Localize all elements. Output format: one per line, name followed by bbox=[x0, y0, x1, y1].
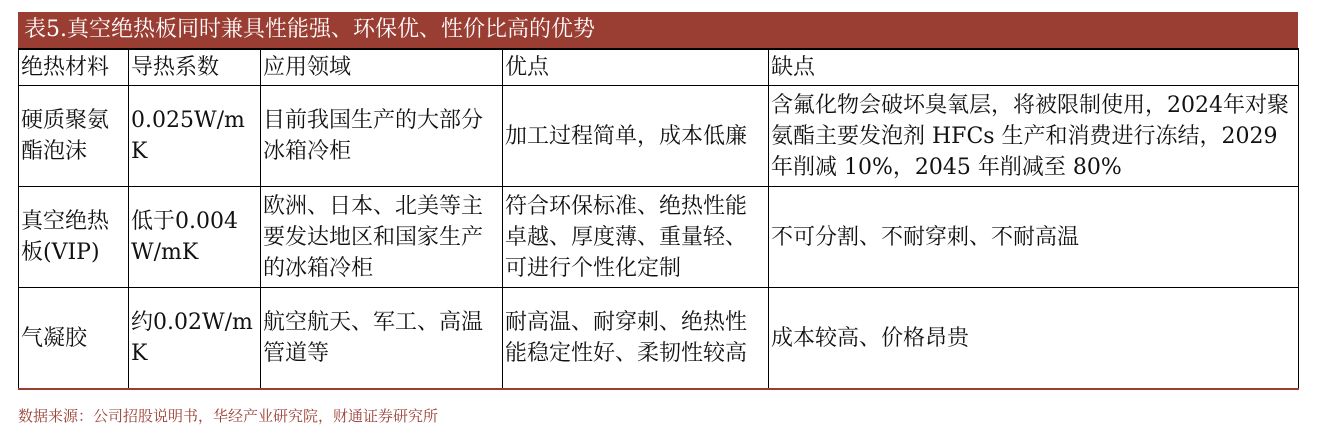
table-row bbox=[19, 86, 1299, 187]
header-conductivity: 导热系数 bbox=[129, 49, 261, 86]
cell-advantages: 加工过程简单，成本低廉 bbox=[503, 86, 769, 187]
cell-disadvantages: 含氟化物会破坏臭氧层，将被限制使用，2024年对聚氨酯主要发泡剂 HFCs 生产和消费进行冻结，2029 年削减 10%，2045 年削减至 80% bbox=[769, 86, 1299, 187]
cell-disadvantages: 不可分割、不耐穿刺、不耐高温 bbox=[769, 187, 1299, 288]
cell-application: 目前我国生产的大部分冰箱冷柜 bbox=[261, 86, 503, 187]
source-note: 数据来源：公司招股说明书，华经产业研究院，财通证券研究所 bbox=[18, 407, 439, 425]
cell-disadvantages: 成本较高、价格昂贵 bbox=[769, 288, 1299, 390]
header-disadvantages: 缺点 bbox=[769, 49, 1299, 86]
header-application: 应用领域 bbox=[261, 49, 503, 86]
cell-conductivity: 0.025W/mK bbox=[129, 86, 261, 187]
cell-conductivity: 约0.02W/mK bbox=[129, 288, 261, 390]
header-material: 绝热材料 bbox=[19, 49, 129, 86]
cell-application: 欧洲、日本、北美等主要发达地区和国家生产的冰箱冷柜 bbox=[261, 187, 503, 288]
table-row bbox=[19, 288, 1299, 390]
cell-application: 航空航天、军工、高温管道等 bbox=[261, 288, 503, 390]
cell-material: 硬质聚氨酯泡沫 bbox=[19, 86, 129, 187]
header-advantages: 优点 bbox=[503, 49, 769, 86]
table-title: 表5.真空绝热板同时兼具性能强、环保优、性价比高的优势 bbox=[18, 12, 1298, 48]
table-header-row bbox=[19, 49, 1299, 86]
cell-advantages: 耐高温、耐穿刺、绝热性能稳定性好、柔韧性较高 bbox=[503, 288, 769, 390]
cell-conductivity: 低于0.004W/mK bbox=[129, 187, 261, 288]
cell-material: 真空绝热板(VIP) bbox=[19, 187, 129, 288]
cell-advantages: 符合环保标准、绝热性能卓越、厚度薄、重量轻、可进行个性化定制 bbox=[503, 187, 769, 288]
comparison-table bbox=[18, 48, 1299, 390]
table-row bbox=[19, 187, 1299, 288]
cell-material: 气凝胶 bbox=[19, 288, 129, 390]
